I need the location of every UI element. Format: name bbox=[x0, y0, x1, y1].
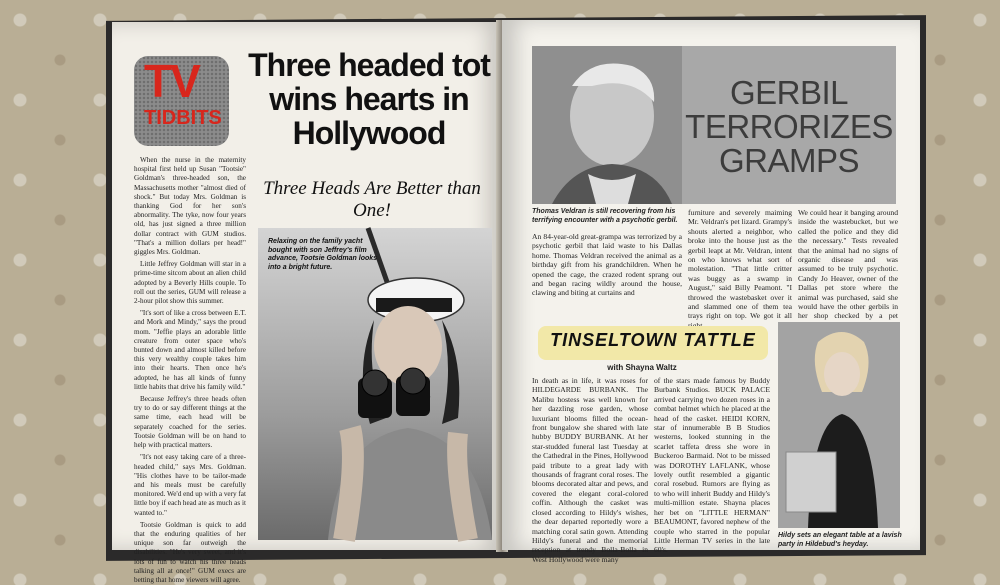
gerbil-headline-box bbox=[682, 46, 896, 204]
woman-binoculars-illustration bbox=[258, 228, 492, 540]
photo-caption: Hildy sets an elegant table at a lavish party in Hildebud's heyday. bbox=[778, 532, 902, 548]
paragraph: Because Jeffrey's three heads often try to do or say different things at the same time, each head will be separately coached for the series. Tootsie Goldman will be on hand to help with practical matters. bbox=[134, 395, 246, 450]
headline-three-headed-tot: Three headed tot wins hearts in Hollywood bbox=[248, 47, 490, 151]
article-gerbil-col2: furniture and severely maiming Mr. Veldran's pet lizard. Grampy's shouts alerted a neighbor, who broke into the house just as the gerbil leapt at Mr. Veldran, intent on who knows what sort of molestation. "That little critter was buggy as a swamp in August," said Billy Peamont. "I throwed the wastebasket over it and slammed one of them tea trays right on top. We got it all bbox=[688, 208, 792, 321]
right-page bbox=[502, 20, 920, 564]
logo-tidbits-text: TIDBITS bbox=[144, 107, 222, 129]
article-tinsel-col1: In death as in life, it was roses for HILDEGARDE BURBANK. The Malibu hostess was well known for her dazzling rose garden, whose luxuriant blooms filled the ocean-front bungalow she shared with late hubby BUDDY BURBANK. At her star-studded funeral last Tuesday at the Cathedral in the Pines, Hollywood paid tribute to a great lady with thousands of fragrant coral roses. The blooms decorated altar and pews, and covered the elegant coral-colored coffin. Although the casket was closed according to Hildy's wishes, the dear departed reportedly wore a matching coral satin gown. Attending Hildy's funeral and the memorial reception at trendy Bolla-Bolla in West Hollywood were many bbox=[532, 376, 648, 564]
tv-tidbits-logo bbox=[134, 56, 229, 146]
photo-hildy bbox=[778, 322, 900, 528]
photo-old-man bbox=[532, 46, 682, 204]
logo-tv-text: TV bbox=[144, 55, 199, 107]
subhead: Three Heads Are Better than One! bbox=[263, 178, 481, 221]
photo-caption: Thomas Veldran is still recovering from his terrifying encounter with a psychotic gerbil. bbox=[532, 208, 678, 224]
tinseltown-title: TINSELTOWN TATTLE bbox=[550, 330, 756, 350]
article-gerbil-col3: We could hear it banging around inside the wastebucket, but we called the police and they did the necessary." Tests revealed that the animal had no signs of organic disease and was assumed to be truly psychotic. Candy Jo Heaver, owner of the Dallas pet store where the animal was purchased, said she would have the other gerbils in her shop checked by a pet bbox=[798, 208, 898, 321]
paragraph: When the nurse in the maternity hospital first held up Susan "Tootsie" Goldman's three-headed son, the Massachusetts mother "almost died of shock." But today Mrs. Goldman is thanking God for her son's abnormality. The tyke, now four years old, has just signed a three million dollar contract with GUM studios. "That's a million dollars per head!" giggles Mrs. Goldman. bbox=[134, 156, 246, 257]
photo-caption: Relaxing on the family yacht bought with son Jeffrey's film advance, Tootsie Goldman looks into a bright future. bbox=[268, 238, 378, 271]
paragraph: Tootsie Goldman is quick to add that the enduring qualities of her unique son far outweigh the disabilities. "He's very sweet, and it's lots of fun to watch his three heads talking all at once!" GUM execs are betting that home viewers will agree. bbox=[134, 520, 246, 584]
paragraph: "It's not easy taking care of a three-headed child," says Mrs. Goldman. "His clothes have to be tailor-made and his meals must be carefully monitored. We'd end up with a very fat little boy if each head ate as much as it wanted to." bbox=[134, 453, 246, 517]
tinseltown-byline: with Shayna Waltz bbox=[607, 363, 677, 372]
tinseltown-banner bbox=[538, 326, 768, 360]
article-tinsel-col2: of the stars made famous by Buddy Burbank Studios. BUCK PALACE arrived carrying two dozen roses in a combat helmet which he placed at the head of the casket. HEIDI KORN, star of innumerable B B Studios westerns, looked stunning in the scarlet taffeta dress she wore in Buckeroo Barmaid. Not to be missed was DOROTHY LAFLANK, whose lovely outfit resembled a gigantic coral rosebud. Rumors are flying as to who will inherit Buddy and Hildy's multi-million estate. Shayna places her bet on "LITTLE HERMAN" BEAUMONT, favored nephew of the couple who starred in the popular Little Herman TV series in the late 60's. bbox=[654, 376, 770, 555]
left-page bbox=[112, 22, 502, 584]
article-body-tot bbox=[134, 156, 246, 584]
paragraph: Little Jeffrey Goldman will star in a prime-time sitcom about an alien child adopted by a Beverly Hills couple. To roll out the series, GUM will release a 2-hour pilot show this summer. bbox=[134, 260, 246, 306]
hildy-portrait bbox=[778, 322, 900, 528]
paragraph: "It's sort of like a cross between E.T. and Mork and Mindy," says the proud mom. "Jeffie plays an adorable little creature from outer space who's bunted down and almost killed before this very wealthy couple takes him into their hearts. Then once he's adopted, he has all kinds of funny little habits that drive his family wild." bbox=[134, 309, 246, 391]
photo-woman-binoculars bbox=[258, 228, 492, 540]
article-gerbil-col1: An 84-year-old great-grampa was terrorized by a psychotic gerbil that laid waste to his Dallas home. Thomas Veldran received the animal as a birthday gift from his grandchildren. When he opened the cage, the crazed rodent sprang out and began racing wildly around the house, clawing and biting at curtains and bbox=[532, 232, 682, 298]
old-man-portrait bbox=[532, 46, 682, 204]
headline-gerbil: GERBIL TERRORIZES GRAMPS bbox=[685, 74, 893, 179]
